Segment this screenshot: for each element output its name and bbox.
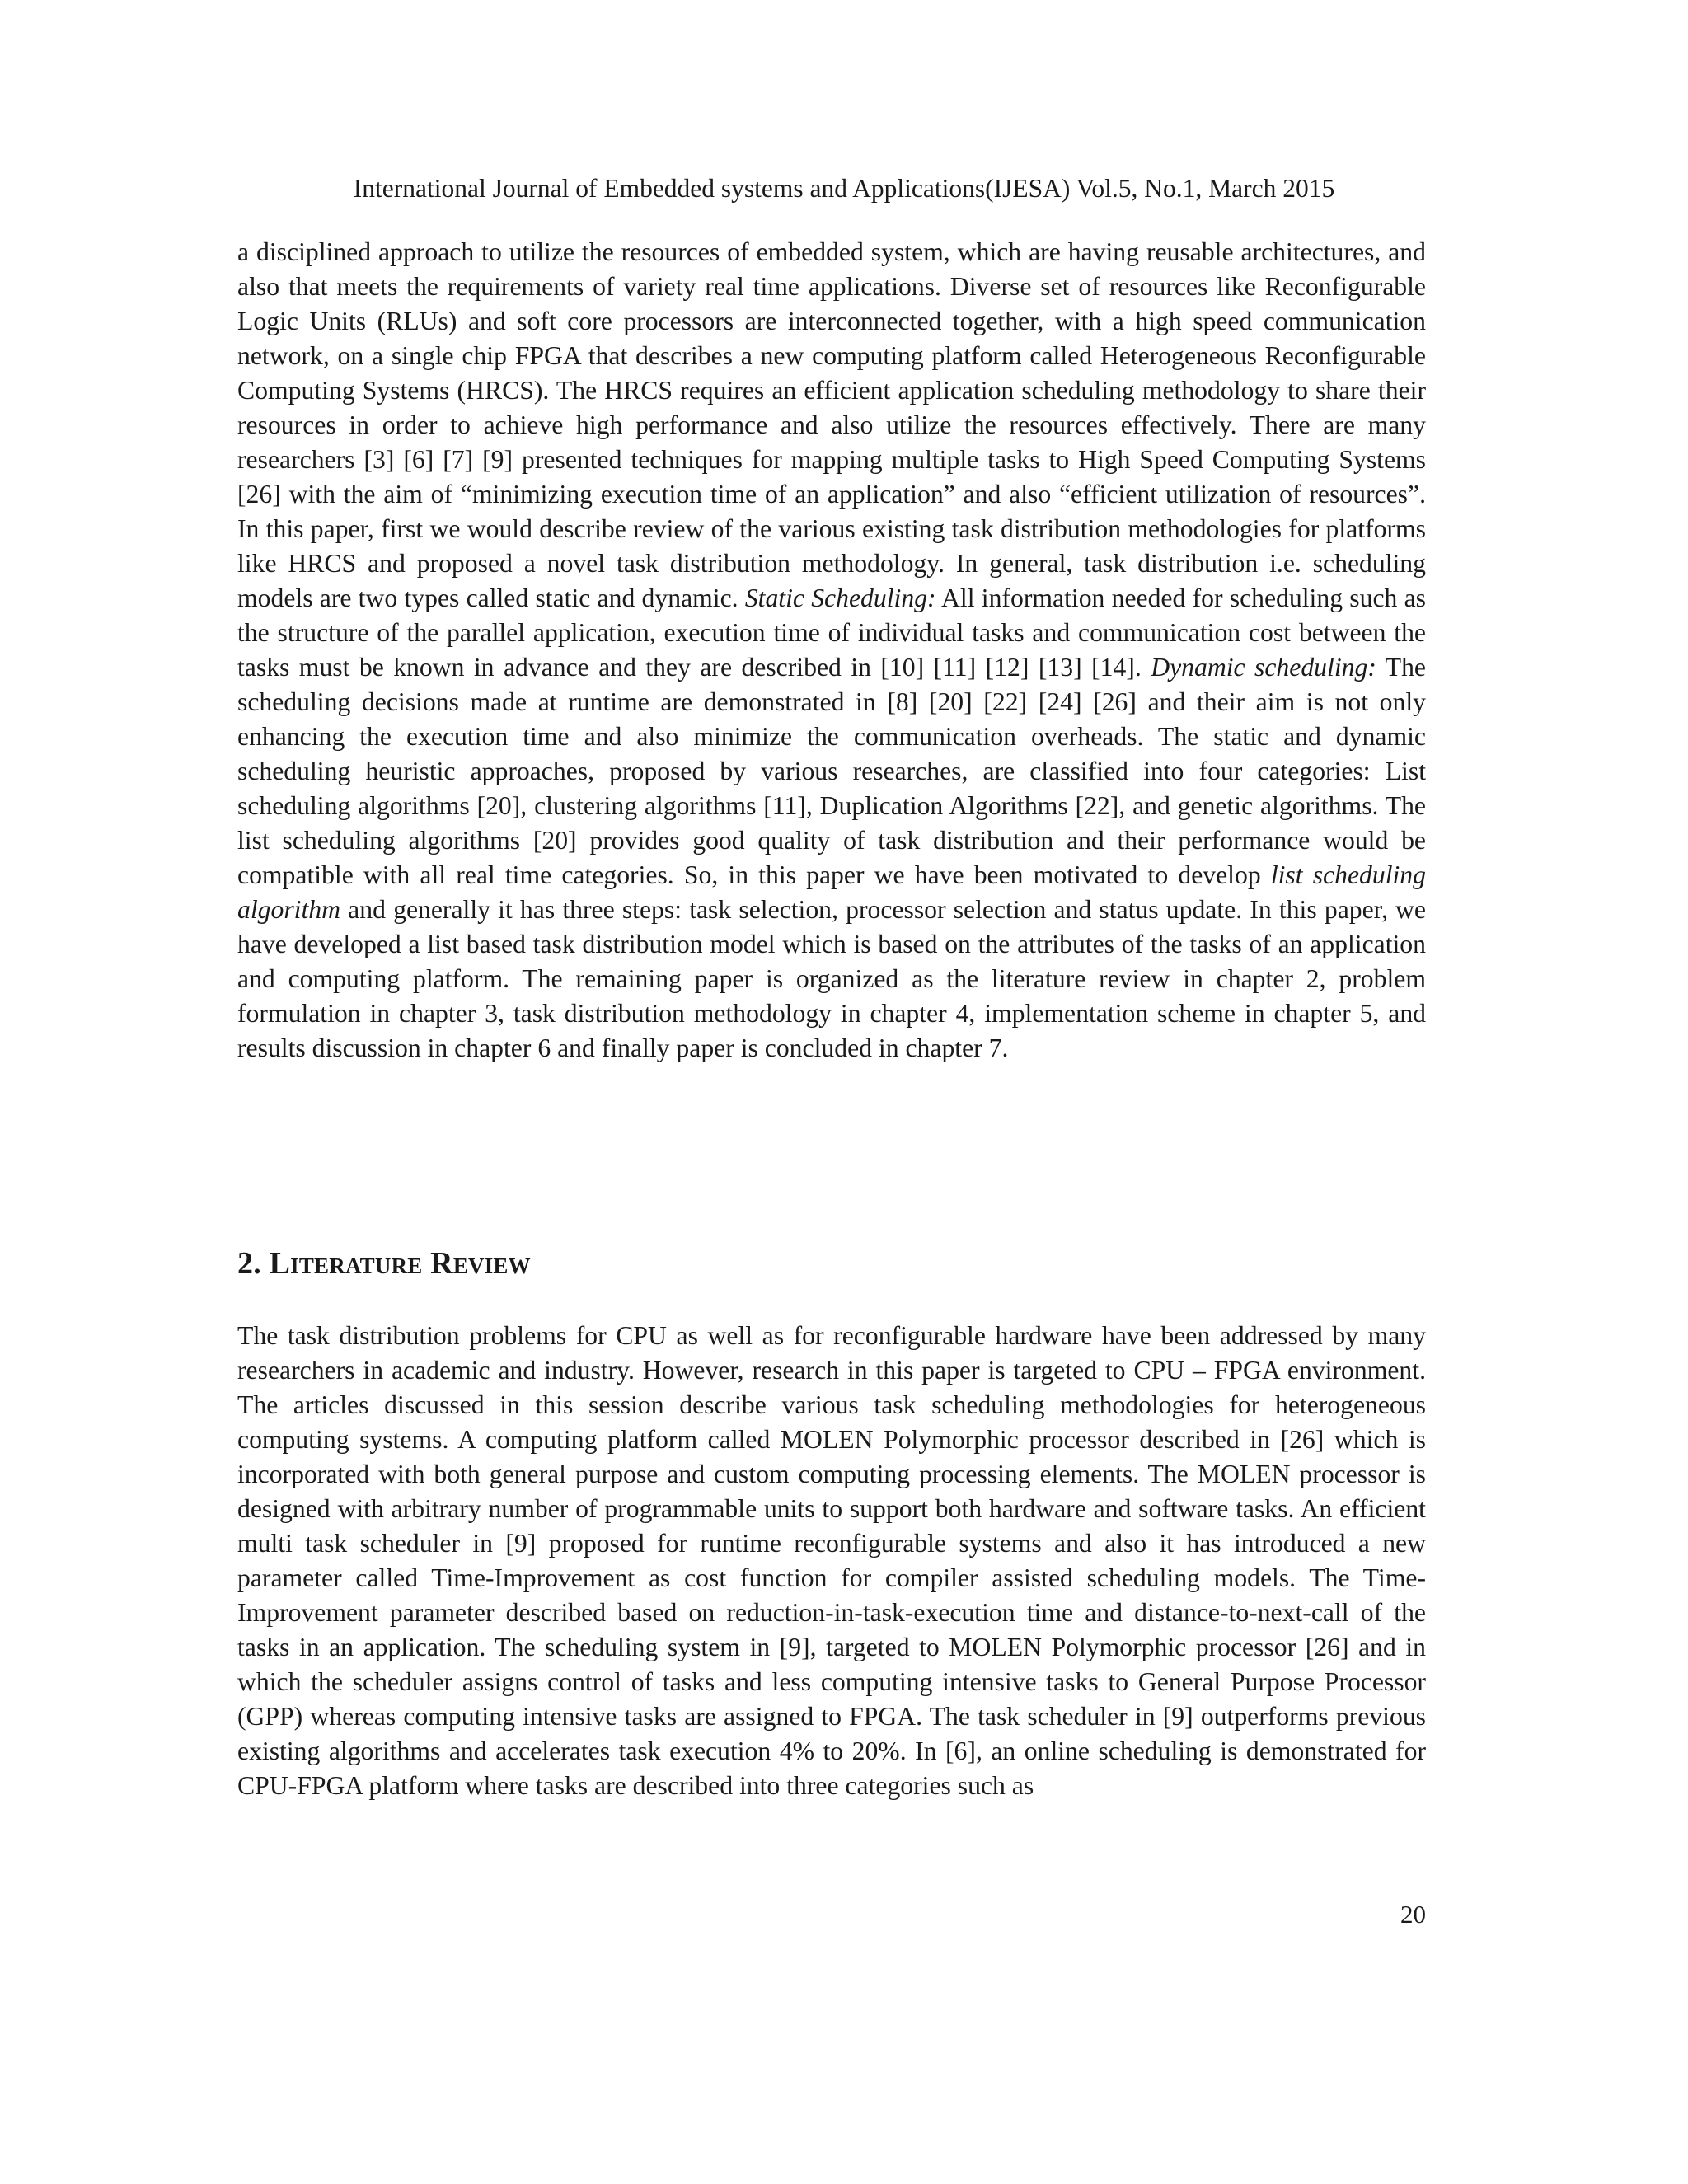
intro-text-segment: The scheduling decisions made at runtime are demonstrated in [8] [20] [22] [24] [26] and their aim is not only enhancing the execution time and also minimize the communication overheads. The static and dynamic scheduling heuristic approaches, proposed by various researches, are classified into four categories: List scheduling algorithms [20], clustering algorithms [11], Duplication Algorithms [22], and genetic algorithms. The list scheduling algorithms [20] provides good quality of task distribution and their performance would be compatible with all real time categories. So, in this paper we have been motivated to develop <box>237 653 1426 889</box>
intro-text-segment: All information needed for scheduling such as the structure of the parallel application, execution time of individual tasks and communication cost between the tasks must be known in advance and they are described in [10] [11] [12] [13] [14]. <box>237 583 1426 682</box>
literature-review-text: The task distribution problems for CPU as well as for reconfigurable hardware have been addressed by many researchers in academic and industry. However, research in this paper is targeted to CPU – FPGA environment. The articles discussed in this session describe various task scheduling methodologies for heterogeneous computing systems. A computing platform called MOLEN Polymorphic processor described in [26] which is incorporated with both general purpose and custom computing processing elements. The MOLEN processor is designed with arbitrary number of programmable units to support both hardware and software tasks. An efficient multi task scheduler in [9] proposed for runtime reconfigurable systems and also it has introduced a new parameter called Time-Improvement as cost function for compiler assisted scheduling models. The Time-Improvement parameter described based on reduction-in-task-execution time and distance-to-next-call of the tasks in an application. The scheduling system in [9], targeted to MOLEN Polymorphic processor [26] and in which the scheduler assigns control of tasks and less computing intensive tasks to General Purpose Processor (GPP) whereas computing intensive tasks are assigned to FPGA. The task scheduler in [9] outperforms previous existing algorithms and accelerates task execution 4% to 20%. In [6], an online scheduling is demonstrated for CPU-FPGA platform where tasks are described into three categories such as <box>237 1321 1426 1800</box>
list-scheduling-term: list scheduling algorithm <box>237 860 1426 924</box>
page-number: 20 <box>1400 1900 1426 1929</box>
intro-paragraph <box>237 235 1426 1066</box>
static-scheduling-term: Static Scheduling: <box>744 583 936 612</box>
intro-text-segment: and generally it has three steps: task selection, processor selection and status update. In this paper, we have developed a list based task distribution model which is based on the attributes of the tasks of an application and computing platform. The remaining paper is organized as the literature review in chapter 2, problem formulation in chapter 3, task distribution methodology in chapter 4, implementation scheme in chapter 5, and results discussion in chapter 6 and finally paper is concluded in chapter 7. <box>237 895 1426 1062</box>
dynamic-scheduling-term: Dynamic scheduling: <box>1151 653 1376 682</box>
section-heading-literature-review: 2. Literature Review <box>237 1246 531 1281</box>
running-header: International Journal of Embedded systems and Applications(IJESA) Vol.5, No.1, March 2015 <box>353 174 1335 203</box>
literature-review-paragraph <box>237 1319 1426 1803</box>
intro-text <box>237 235 1426 1066</box>
intro-text-segment: a disciplined approach to utilize the resources of embedded system, which are having reusable architectures, and also that meets the requirements of variety real time applications. Diverse set of resources like Reconfigurable Logic Units (RLUs) and soft core processors are interconnected together, with a high speed communication network, on a single chip FPGA that describes a new computing platform called Heterogeneous Reconfigurable Computing Systems (HRCS). The HRCS requires an efficient application scheduling methodology to share their resources in order to achieve high performance and also utilize the resources effectively. There are many researchers [3] [6] [7] [9] presented techniques for mapping multiple tasks to High Speed Computing Systems [26] with the aim of “minimizing execution time of an application” and also “efficient utilization of resources”. In this paper, first we would describe review of the various existing task distribution methodologies for platforms like HRCS and proposed a novel task distribution methodology. In general, task distribution i.e. scheduling models are two types called static and dynamic. <box>237 237 1426 612</box>
